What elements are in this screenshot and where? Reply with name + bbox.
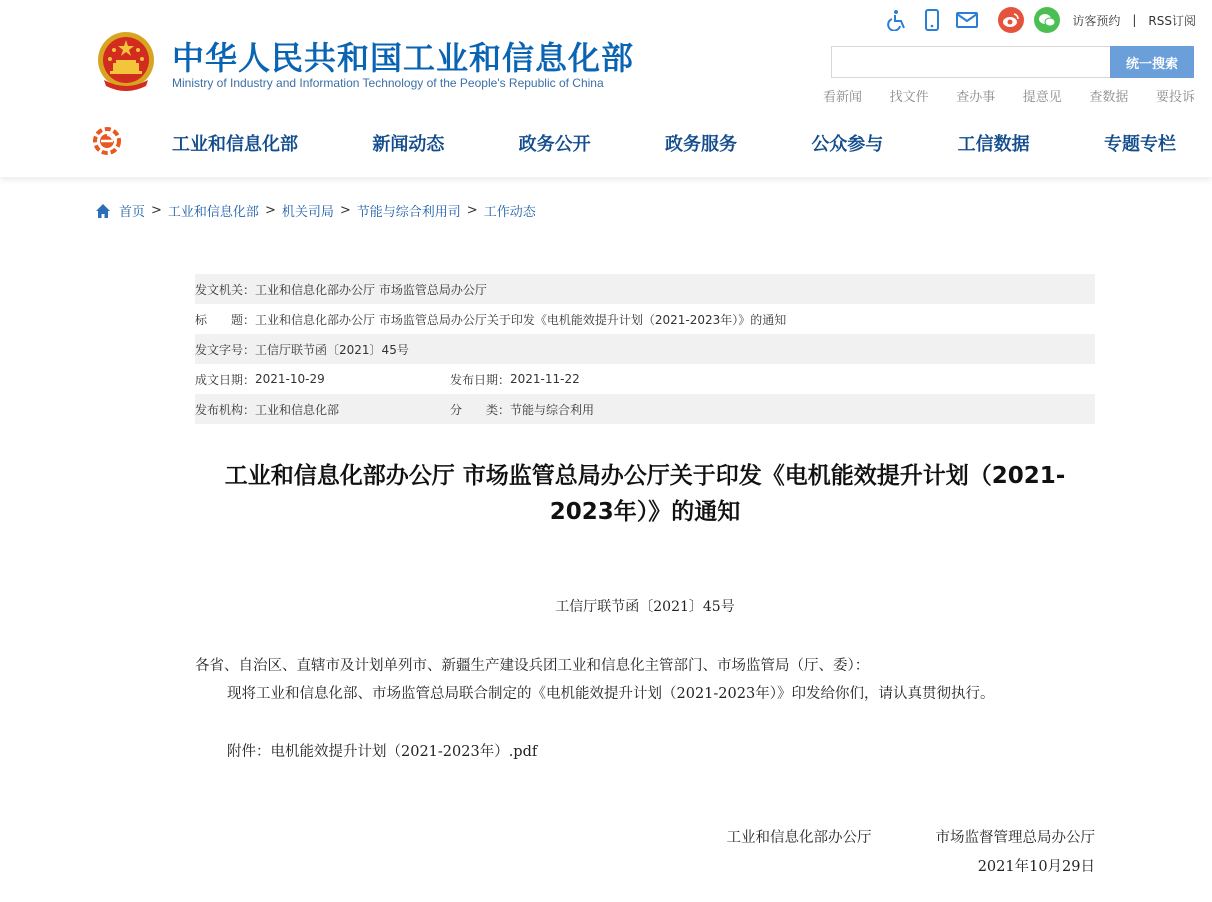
quick-link-feedback[interactable]: 提意见 <box>1022 90 1062 105</box>
meta-published-label: 发布日期： <box>450 372 511 387</box>
article-salutation: 各省、自治区、直辖市及计划单列市、新疆生产建设兵团工业和信息化主管部门、市场监管局（厅、委）： <box>195 658 870 674</box>
breadcrumb-departments[interactable]: 机关司局 <box>281 205 334 220</box>
top-link-separator: | <box>1132 13 1137 27</box>
meta-row-title <box>195 304 1095 334</box>
breadcrumb <box>95 201 536 220</box>
home-icon[interactable] <box>95 203 111 219</box>
nav-item-data[interactable]: 工信数据 <box>957 134 1030 155</box>
mail-icon[interactable] <box>954 7 980 33</box>
breadcrumb-work-news[interactable]: 工作动态 <box>483 205 536 220</box>
meta-issuer-value: 工业和信息化部办公厅 市场监管总局办公厅 <box>255 282 487 297</box>
top-toolbar <box>875 7 1196 33</box>
site-title-cn[interactable]: 中华人民共和国工业和信息化部 <box>172 39 635 77</box>
meta-docno-label: 发文字号： <box>195 342 256 357</box>
mobile-icon[interactable] <box>919 7 945 33</box>
attachment-link[interactable]: 附件：电机能效提升计划（2021-2023年）.pdf <box>227 744 538 760</box>
meta-created-value: 2021-10-29 <box>255 372 325 386</box>
meta-category-value: 节能与综合利用 <box>510 402 595 417</box>
rss-link[interactable]: RSS订阅 <box>1148 13 1196 28</box>
meta-published-value: 2021-11-22 <box>510 372 580 386</box>
meta-title-value: 工业和信息化部办公厅 市场监管总局办公厅关于印发《电机能效提升计划（2021-2023年）》的通知 <box>255 312 787 327</box>
meta-category-label: 分 类： <box>450 402 511 417</box>
nav-item-participation[interactable]: 公众参与 <box>811 134 884 155</box>
meta-row-dates <box>195 364 1095 394</box>
meta-docno-value: 工信厅联节函〔2021〕45号 <box>255 342 409 357</box>
site-title-en: Ministry of Industry and Information Technology of the People's Republic of China <box>172 76 604 90</box>
article-title: 工业和信息化部办公厅 市场监管总局办公厅关于印发《电机能效提升计划（2021-2023年）》的通知 <box>224 463 1066 525</box>
wechat-icon[interactable] <box>1034 7 1060 33</box>
search-input[interactable] <box>831 46 1110 78</box>
document-meta-table <box>195 274 1095 424</box>
quick-link-complaint[interactable]: 要投诉 <box>1155 90 1195 105</box>
quick-links <box>823 86 1195 105</box>
accessibility-icon[interactable] <box>884 7 910 33</box>
signer-miit: 工业和信息化部办公厅 <box>726 830 872 846</box>
nav-item-topics[interactable]: 专题专栏 <box>1103 134 1176 155</box>
quick-link-files[interactable]: 找文件 <box>889 90 929 105</box>
article-date: 2021年10月29日 <box>977 859 1095 875</box>
national-emblem-logo[interactable] <box>96 30 156 94</box>
visitor-appointment-link[interactable]: 访客预约 <box>1072 13 1121 28</box>
search-button[interactable]: 统一搜索 <box>1110 46 1194 78</box>
meta-category-cell <box>450 401 594 418</box>
nav-item-news[interactable]: 新闻动态 <box>372 134 445 155</box>
article-docno: 工信厅联节函〔2021〕45号 <box>555 599 735 615</box>
breadcrumb-energy-dept[interactable]: 节能与综合利用司 <box>356 205 461 220</box>
meta-row-docno <box>195 334 1095 364</box>
breadcrumb-separator: > <box>264 203 276 218</box>
meta-created-label: 成文日期： <box>195 372 256 387</box>
quick-link-services[interactable]: 查办事 <box>956 90 996 105</box>
nav-item-gov-services[interactable]: 政务服务 <box>664 134 737 155</box>
nav-item-gov-affairs[interactable]: 政务公开 <box>518 134 591 155</box>
meta-published-cell <box>450 371 580 388</box>
meta-title-label: 标 题： <box>195 312 256 327</box>
breadcrumb-home[interactable]: 首页 <box>119 205 146 220</box>
quick-link-news[interactable]: 看新闻 <box>823 90 863 105</box>
meta-issuer-label: 发文机关： <box>195 282 256 297</box>
meta-row-org <box>195 394 1095 424</box>
ministry-logo-icon[interactable] <box>92 126 122 156</box>
breadcrumb-separator: > <box>339 203 351 218</box>
article-body: 现将工业和信息化部、市场监管总局联合制定的《电机能效提升计划（2021-2023年）》印发给你们，请认真贯彻执行。 <box>227 686 995 702</box>
meta-org-cell <box>195 401 450 418</box>
site-header <box>0 0 1212 177</box>
main-nav <box>172 130 1176 156</box>
article-signers <box>727 826 1096 847</box>
breadcrumb-separator: > <box>151 203 162 218</box>
nav-item-ministry[interactable]: 工业和信息化部 <box>172 134 298 155</box>
weibo-icon[interactable] <box>998 7 1024 33</box>
breadcrumb-separator: > <box>466 203 478 218</box>
meta-org-value: 工业和信息化部 <box>255 402 340 417</box>
breadcrumb-ministry[interactable]: 工业和信息化部 <box>167 205 259 220</box>
signer-samr: 市场监督管理总局办公厅 <box>935 830 1095 846</box>
meta-created-cell <box>195 371 450 388</box>
meta-row-issuer <box>195 274 1095 304</box>
quick-link-data[interactable]: 查数据 <box>1089 90 1129 105</box>
meta-org-label: 发布机构： <box>195 402 256 417</box>
